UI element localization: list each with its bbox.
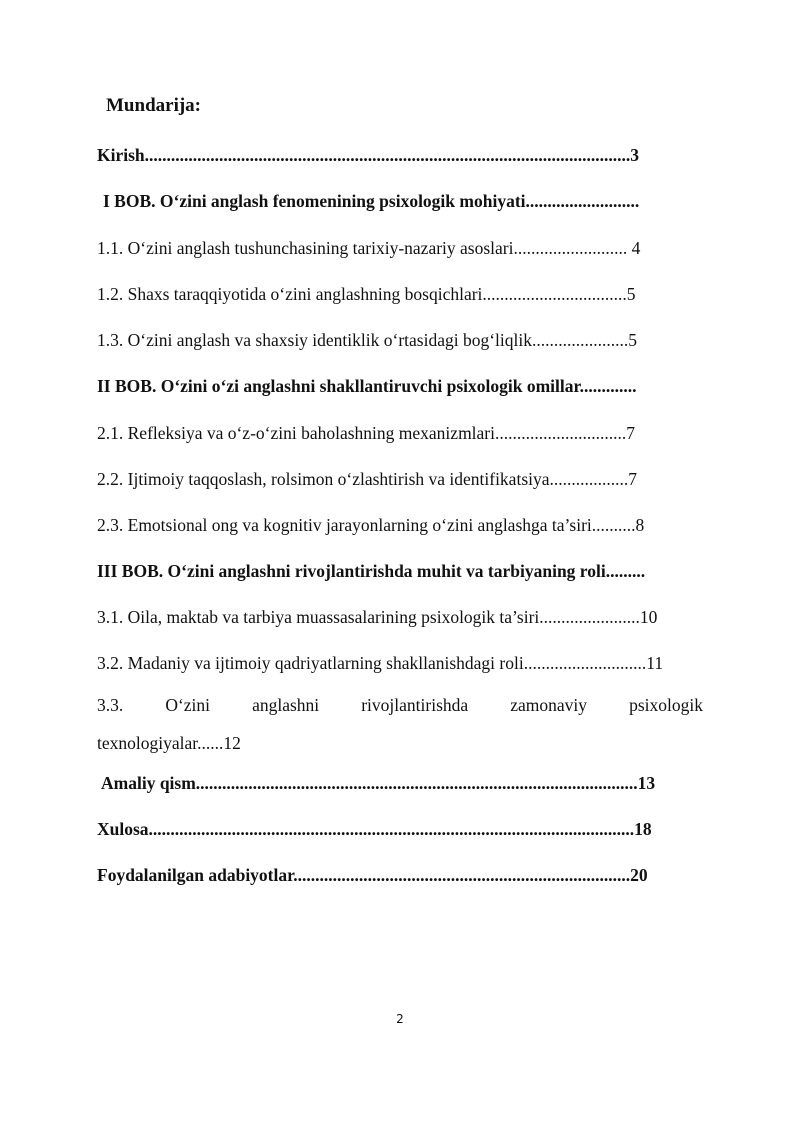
page-number: 2 [396, 1012, 404, 1026]
toc-section-2-1: 2.1. Refleksiya va o‘z-o‘zini baholashning mexanizmlari..............................7 [97, 423, 635, 443]
toc-entry-xulosa: Xulosa...............................................................................................................18 [97, 819, 652, 839]
toc-section-1-3: 1.3. O‘zini anglash va shaxsiy identiklik o‘rtasidagi bog‘liqlik......................5 [97, 330, 637, 350]
toc-section-3-3-word: zamonaviy [510, 695, 588, 715]
toc-section-3-2: 3.2. Madaniy va ijtimoiy qadriyatlarning shakllanishdagi roli............................11 [97, 653, 664, 673]
page-title: Mundarija: [106, 95, 201, 116]
toc-section-3-3-line-2: texnologiyalar......12 [97, 733, 241, 753]
toc-section-3-3-word: O‘zini [165, 695, 211, 715]
toc-section-2-2: 2.2. Ijtimoiy taqqoslash, rolsimon o‘zlashtirish va identifikatsiya..................7 [97, 469, 638, 489]
toc-entry-adabiyotlar: Foydalanilgan adabiyotlar.............................................................................20 [97, 865, 648, 885]
toc-section-1-1: 1.1. O‘zini anglash tushunchasining tarixiy-nazariy asoslari.......................... 4 [97, 238, 641, 258]
toc-section-2-3: 2.3. Emotsional ong va kognitiv jarayonlarning o‘zini anglashga ta’siri..........8 [97, 515, 645, 535]
toc-chapter-1: I BOB. O‘zini anglash fenomenining psixologik mohiyati.......................... [103, 191, 640, 211]
toc-chapter-3: III BOB. O‘zini anglashni rivojlantirishda muhit va tarbiyaning roli......... [97, 561, 646, 581]
toc-chapter-2: II BOB. O‘zini o‘zi anglashni shakllantiruvchi psixologik omillar............. [97, 376, 637, 396]
toc-entry-amaliy-qism: Amaliy qism.....................................................................................................13 [101, 773, 656, 793]
toc-section-3-3-line-1 [97, 686, 703, 724]
toc-section-3-3-word: 3.3. [97, 695, 124, 715]
toc-section-3-3-word: rivojlantirishda [361, 695, 469, 715]
toc-section-1-2: 1.2. Shaxs taraqqiyotida o‘zini anglashning bosqichlari.................................5 [97, 284, 636, 304]
toc-section-3-3-word: psixologik [629, 695, 703, 715]
toc-section-3-1: 3.1. Oila, maktab va tarbiya muassasalarining psixologik ta’siri.......................10 [97, 607, 658, 627]
toc-section-3-3 [97, 686, 703, 762]
toc-section-3-3-word: anglashni [252, 695, 320, 715]
toc-entry-kirish: Kirish...............................................................................................................3 [97, 145, 640, 165]
